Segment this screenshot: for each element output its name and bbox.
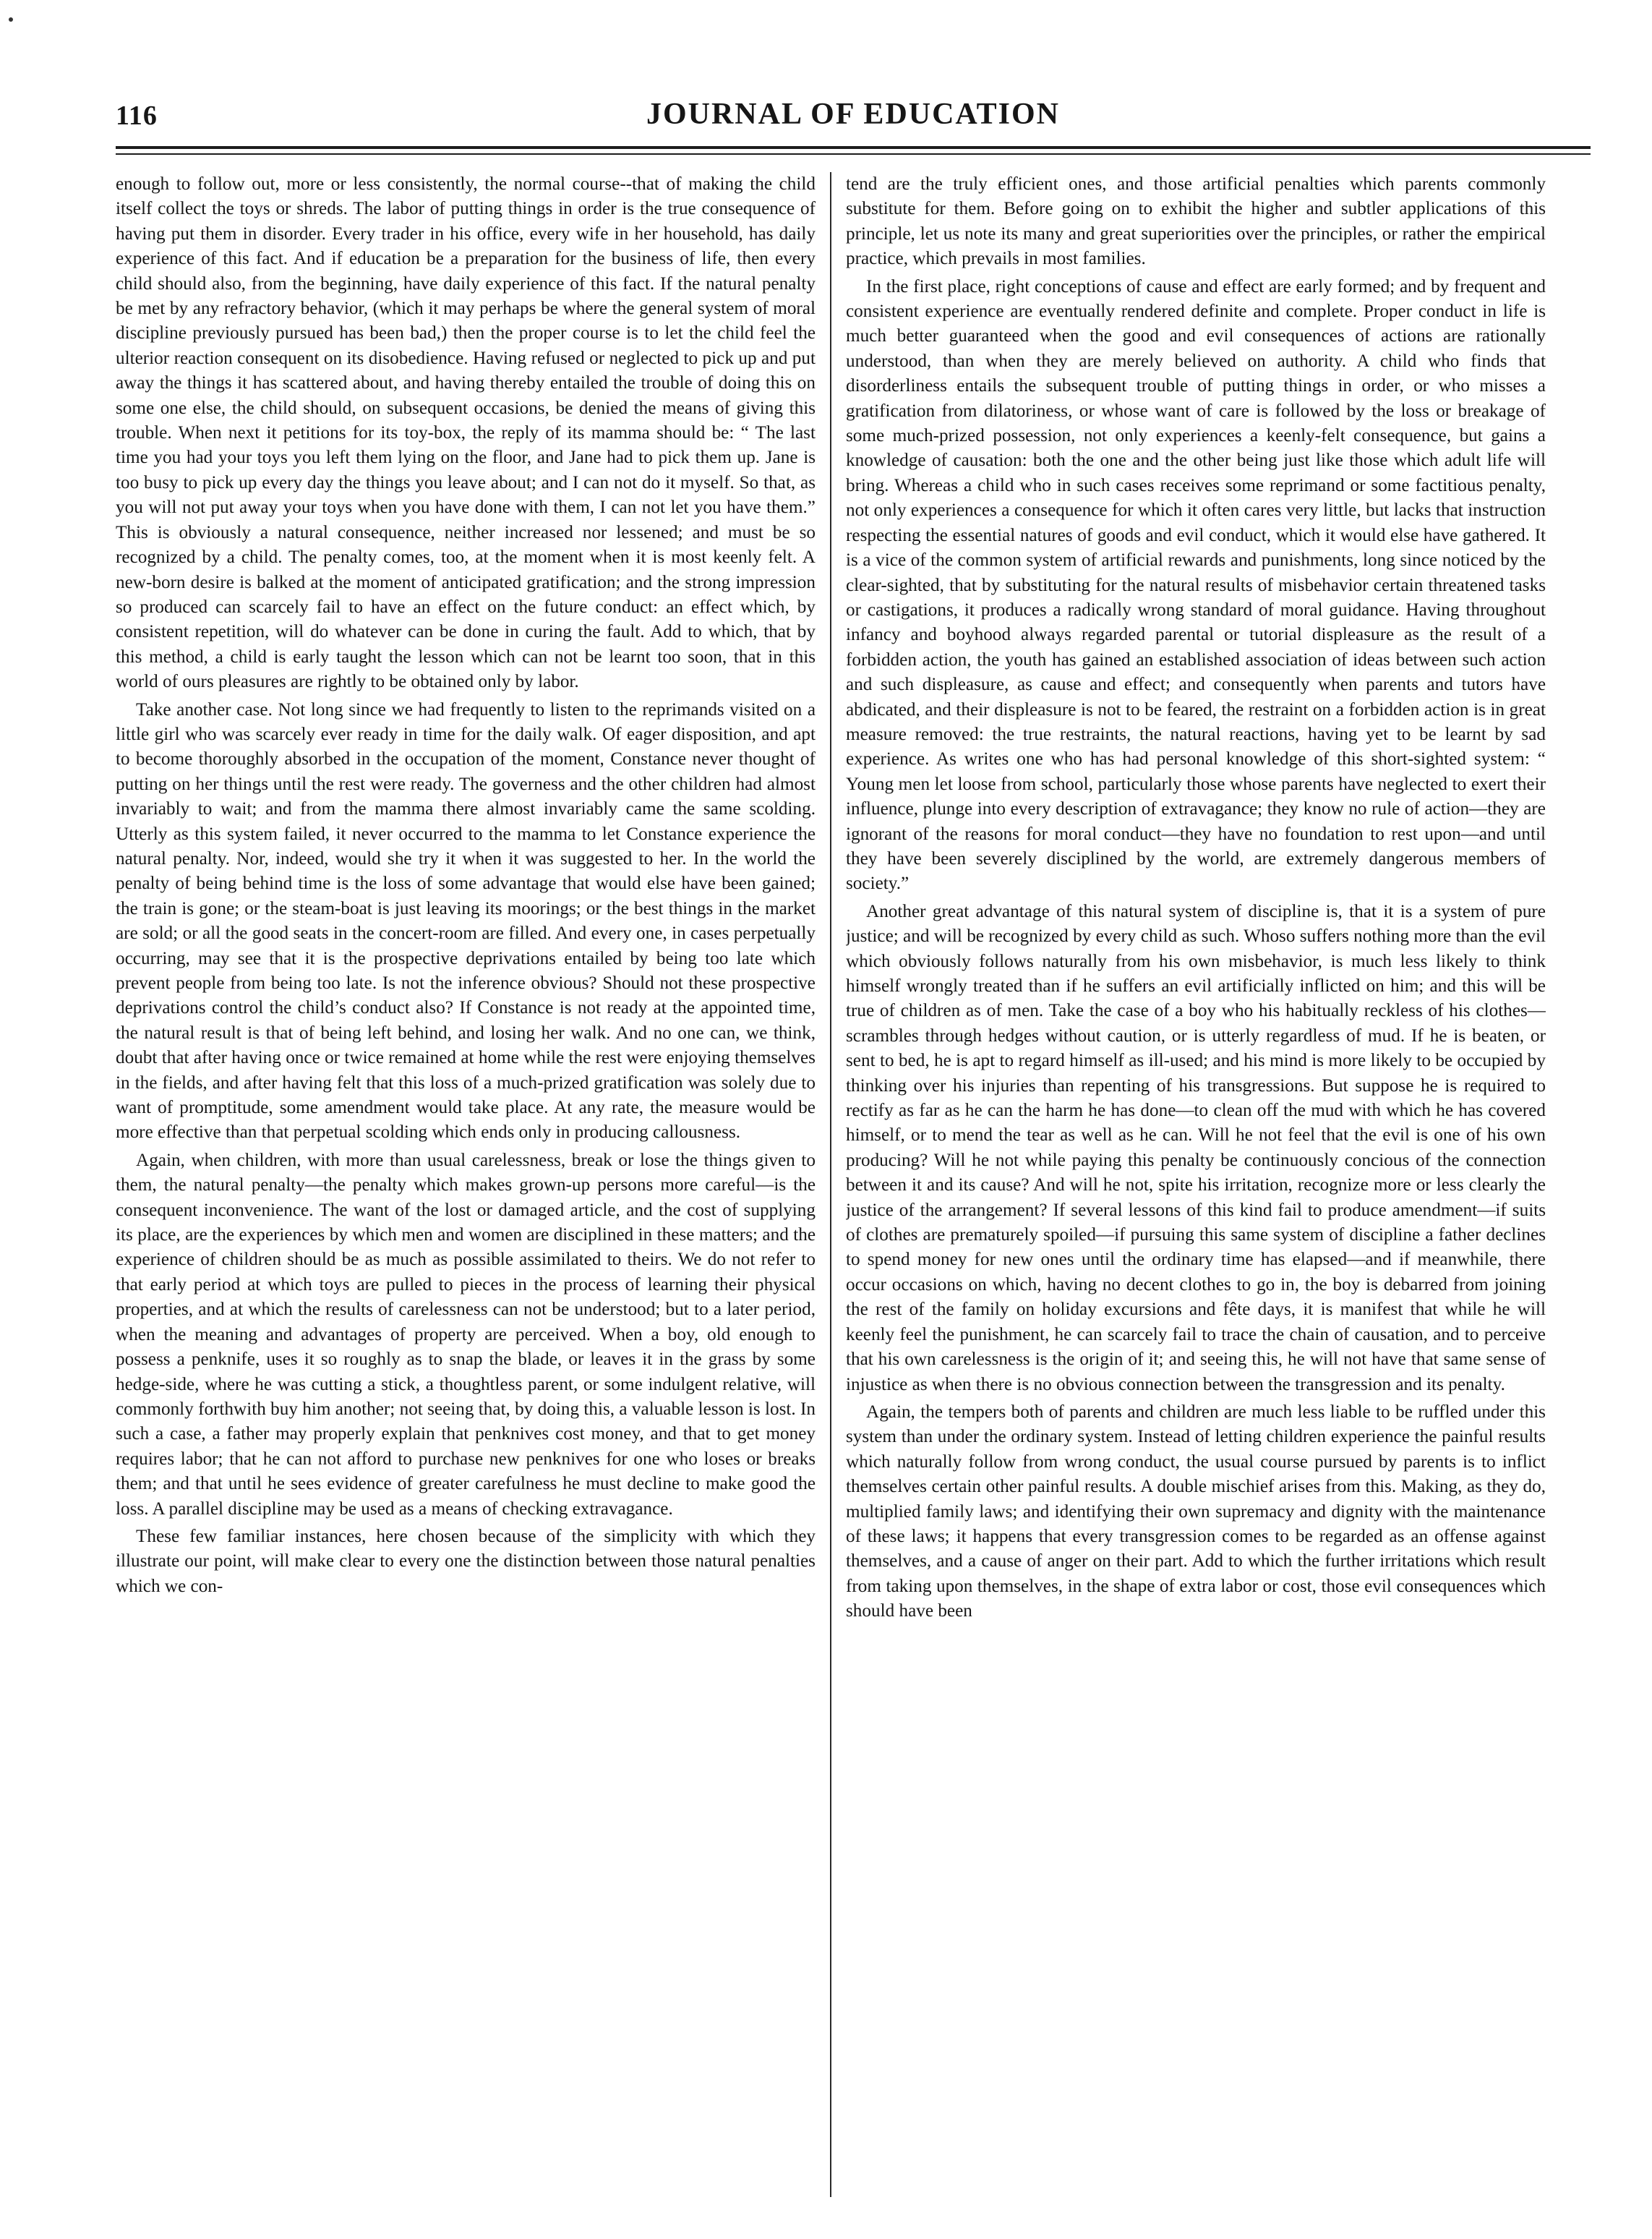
paragraph: Another great advantage of this natural system of discipline is, that it is a system of pure justice; and will be recognized by every child as such. Whoso suffers nothing more than the evil which obviously follows naturally from his own misbehavior, is much less likely to think himself wrongly treated than if he suffers an evil artificially inflicted on him; and this will be true of children as of men. Take the case of a boy who his habitually reckless of his clothes—scrambles through hedges without caution, or is utterly regardless of mud. If he is beaten, or sent to bed, he is apt to regard himself as ill-used; and his mind is more likely to be occupied by thinking over his injuries than repenting of his transgressions. But suppose he is required to rectify as far as he can the harm he has done—to clean off the mud with which he has covered himself, or to mend the tear as well as he can. Will he not feel that the evil is one of his own producing? Will he not while paying this penalty be continuously concious of the connection between it and its cause? And will he not, spite his irritation, recognize more or less clearly the justice of the arrangement? If several lessons of this kind fail to produce amendment—if suits of clothes are prematurely spoiled—if pursuing this same system of discipline a father declines to spend money for new ones until the ordinary time has elapsed—and if meanwhile, there occur occasions on which, having no decent clothes to go in, the boy is debarred from joining the rest of the family on holiday excursions and fête days, it is manifest that while he will keenly feel the punishment, he can scarcely fail to trace the chain of causation, and to perceive that his own carelessness is the origin of it; and seeing this, he will not have that same sense of injustice as when there is no obvious connection between the transgression and its penalty. — [846, 901, 1546, 1394]
running-title: JOURNAL OF EDUCATION — [646, 98, 1061, 131]
paragraph: tend are the truly efficient ones, and those artificial penalties which parents commonly substitute for them. Before going on to exhibit the higher and subtler applications of this principle, let us note its many and great superiorities over the principles, or rather the empirical practice, which prevails in most families. — [846, 174, 1546, 269]
paragraph: Again, when children, with more than usual carelessness, break or lose the things given to them, the natural penalty—the penalty which makes grown-up persons more careful—is the consequent inconvenience. The want of the lost or damaged article, and the cost of supplying its place, are the experiences by which men and women are disciplined in these matters; and the experience of children should be as much as possible assimilated to theirs. We do not refer to that early period at which toys are pulled to pieces in the process of learning their physical properties, and at which the results of carelessness can not be understood; but to a later period, when the meaning and advantages of property are perceived. When a boy, old enough to possess a penknife, uses it so roughly as to snap the blade, or leaves it in the grass by some hedge-side, where he was cutting a stick, a thoughtless parent, or some indulgent relative, will commonly forthwith buy him another; not seeing that, by doing this, a valuable lesson is lost. In such a case, a father may properly explain that penknives cost money, and that to get money requires labor; that he can not afford to purchase new penknives for one who loses or breaks them; and that until he sees evidence of greater carefulness he must decline to make good the loss. A parallel discipline may be used as a means of checking extravagance. — [116, 1150, 816, 1519]
paragraph: enough to follow out, more or less consistently, the normal course--that of making the child itself collect the toys or shreds. The labor of putting things in order is the true consequence of having put them in disorder. Every trader in his office, every wife in her household, has daily experience of this fact. And if education be a preparation for the business of life, then every child should also, from the beginning, have daily experience of this fact. If the natural penalty be met by any refractory behavior, (which it may perhaps be where the general system of moral discipline previously pursued has been bad,) then the proper course is to let the child feel the ulterior reaction consequent on its disobedience. Having refused or neglected to pick up and put away the things it has scattered about, and having thereby entailed the trouble of doing this on some one else, the child should, on subsequent occasions, be denied the means of giving this trouble. When next it petitions for its toy-box, the reply of its mamma should be: “ The last time you had your toys you left them lying on the floor, and Jane had to pick them up. Jane is too busy to pick up every day the things you leave about; and I can not do it myself. So that, as you will not put away your toys when you have done with them, I can not let you have them.” This is obviously a natural consequence, neither increased nor lessened; and must be so recognized by a child. The penalty comes, too, at the moment when it is most keenly felt. A new-born desire is balked at the moment of anticipated gratification; and the strong impression so produced can scarcely fail to have an effect on the future conduct: an effect which, by consistent repetition, will do whatever can be done in curing the fault. Add to which, that by this method, a child is early taught the lesson which can not be learnt too soon, that in this world of ours pleasures are rightly to be obtained only by labor. — [116, 174, 816, 692]
paragraph: Take another case. Not long since we had frequently to listen to the reprimands visited on a little girl who was scarcely ever ready in time for the daily walk. Of eager disposition, and apt to become thoroughly absorbed in the occupation of the moment, Constance never thought of putting on her things until the rest were ready. The governess and the other children had almost invariably to wait; and from the mamma there almost invariably came the same scolding. Utterly as this system failed, it never occurred to the mamma to let Constance experience the natural penalty. Nor, indeed, would she try it when it was suggested to her. In the world the penalty of being behind time is the loss of some advantage that would else have been gained; the train is gone; or the steam-boat is just leaving its moorings; or the best things in the market are sold; or all the good seats in the concert-room are filled. And every one, in cases perpetually occurring, may see that it is the prospective deprivations entailed by being too late which prevent people from being too late. Is not the inference obvious? Should not these prospective deprivations control the child’s conduct also? If Constance is not ready at the appointed time, the natural result is that of being left behind, and losing her walk. And no one can, we think, doubt that after having once or twice remained at home while the rest were enjoying themselves in the fields, and after having felt that this loss of a much-prized gratification was solely due to want of promptitude, some amendment would take place. At any rate, the measure would be more effective than that perpetual scolding which ends only in producing callousness. — [116, 699, 816, 1143]
page-header — [116, 87, 1591, 145]
print-speck — [9, 17, 13, 22]
header-rule-thick — [116, 146, 1591, 149]
header-rule-thin — [116, 153, 1591, 155]
column-divider — [830, 172, 831, 2197]
page-number: 116 — [116, 101, 158, 131]
paragraph: These few familiar instances, here chosen because of the simplicity with which they illustrate our point, will make clear to every one the distinction between those natural penalties which we con- — [116, 1526, 816, 1596]
right-column — [846, 172, 1546, 2212]
paragraph: In the first place, right conceptions of cause and effect are early formed; and by frequent and consistent experience are eventually rendered definite and complete. Proper conduct in life is much better guaranteed when the good and evil consequences of actions are rationally understood, than when they are merely believed on authority. A child who finds that disorderliness entails the subsequent trouble of putting things in order, or who misses a gratification from dilatoriness, or whose want of care is followed by the loss or breakage of some much-prized possession, not only experiences a keenly-felt consequence, but gains a knowledge of causation: both the one and the other being just like those which adult life will bring. Whereas a child who in such cases receives some reprimand or some factitious penalty, not only experiences a consequence for which it often cares very little, but lacks that instruction respecting the essential natures of goods and evil conduct, which it would else have gathered. It is a vice of the common system of artificial rewards and punishments, long since noticed by the clear-sighted, that by substituting for the natural results of misbehavior certain threatened tasks or castigations, it produces a radically wrong standard of moral guidance. Having throughout infancy and boyhood always regarded parental or tutorial displeasure as the result of a forbidden action, the youth has gained an established association of ideas between such action and such displeasure, as cause and effect; and consequently when parents and tutors have abdicated, and their displeasure is not to be feared, the restraint on a forbidden action is in great measure removed: the true restraints, the natural reactions, having yet to be learnt by sad experience. As writes one who has had personal knowledge of this short-sighted system: “ Young men let loose from school, particularly those whose parents have neglected to exert their influence, plunge into every description of extravagance; they know no rule of action—they are ignorant of the reasons for moral conduct—they have no foundation to rest upon—and until they have been severely disciplined by the world, are extremely dangerous members of society.” — [846, 276, 1546, 894]
paragraph: Again, the tempers both of parents and children are much less liable to be ruffled under this system than under the ordinary system. Instead of letting children experience the painful results which naturally follow from wrong conduct, the usual course pursued by parents is to inflict themselves certain other painful results. A double mischief arises from this. Making, as they do, multiplied family laws; and identifying their own supremacy and dignity with the maintenance of these laws; it happens that every transgression comes to be regarded as an offense against themselves, and a cause of anger on their part. Add to which the further irritations which result from taking upon themselves, in the shape of extra labor or cost, those evil consequences which should have been — [846, 1402, 1546, 1621]
left-column — [116, 172, 816, 2212]
